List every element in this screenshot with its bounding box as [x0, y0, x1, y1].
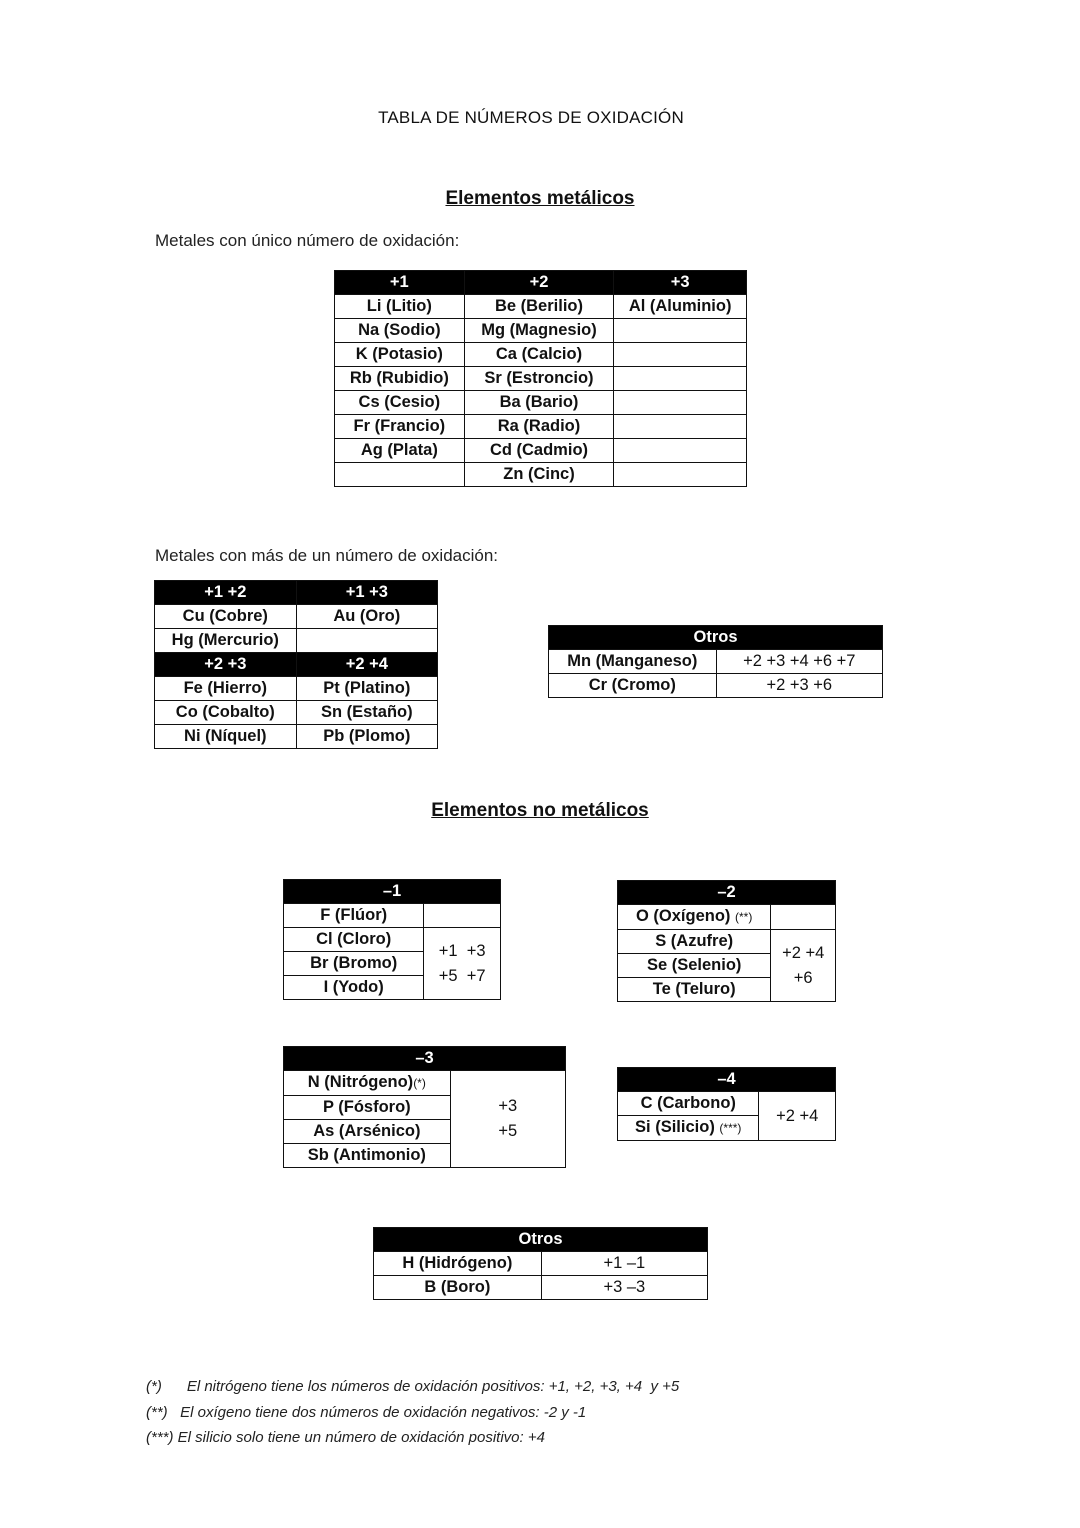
- table-cell: S (Azufre): [618, 930, 771, 954]
- table-cell: Pt (Platino): [296, 677, 437, 701]
- table-cell: Li (Litio): [335, 295, 465, 319]
- table-cell: Ba (Bario): [464, 391, 614, 415]
- table-cell: [618, 905, 771, 930]
- footnote-2: (**) El oxígeno tiene dos números de oxidación negativos: -2 y -1: [146, 1404, 587, 1421]
- empty-cell: [771, 905, 836, 930]
- table-cell: I (Yodo): [284, 976, 424, 1000]
- element-name: O (Oxígeno): [636, 907, 731, 925]
- table-cell: Sr (Estroncio): [464, 367, 614, 391]
- table-cell: Zn (Cinc): [464, 463, 614, 487]
- footnote-marker: (*): [413, 1076, 426, 1090]
- values-line: +6: [793, 968, 813, 987]
- table-cell: Au (Oro): [296, 605, 437, 629]
- group-minus2-table: [617, 880, 836, 1002]
- footnote-marker: (***): [719, 1121, 742, 1135]
- table-row: [618, 930, 836, 954]
- metals-heading: Elementos metálicos: [445, 188, 635, 209]
- table-cell: Br (Bromo): [284, 952, 424, 976]
- table-cell: Pb (Plomo): [296, 725, 437, 749]
- header-plus1-plus2: +1 +2: [155, 581, 297, 605]
- table-row: [335, 367, 747, 391]
- table-cell: Te (Teluro): [618, 978, 771, 1002]
- table-cell: [614, 415, 747, 439]
- table-row: [335, 463, 747, 487]
- header-plus1: +1: [335, 271, 465, 295]
- element-name: Si (Silicio): [635, 1118, 715, 1136]
- table-row: [335, 391, 747, 415]
- table-row: [155, 677, 438, 701]
- table-row: [335, 295, 747, 319]
- table-row: [335, 415, 747, 439]
- table-cell: Fe (Hierro): [155, 677, 297, 701]
- table-cell: Cr (Cromo): [549, 674, 717, 698]
- table-cell: Rb (Rubidio): [335, 367, 465, 391]
- table-cell: Mg (Magnesio): [464, 319, 614, 343]
- table-cell: H (Hidrógeno): [374, 1252, 542, 1276]
- table-row: [335, 439, 747, 463]
- group-minus1-table: [283, 879, 501, 1000]
- table-cell: [618, 1116, 759, 1141]
- table-cell: Be (Berilio): [464, 295, 614, 319]
- element-name: N (Nitrógeno): [307, 1073, 414, 1091]
- table-cell: [614, 343, 747, 367]
- table-cell: [296, 629, 437, 653]
- table-cell: +2 +3 +6: [716, 674, 882, 698]
- footnote-marker: (**): [735, 910, 753, 924]
- table-cell: B (Boro): [374, 1276, 542, 1300]
- table-cell: Ag (Plata): [335, 439, 465, 463]
- nonmetals-heading: Elementos no metálicos: [431, 800, 649, 821]
- group-header: –4: [618, 1068, 836, 1092]
- header-plus2-plus4: +2 +4: [296, 653, 437, 677]
- group-header: –3: [284, 1047, 566, 1071]
- values-line: +5: [498, 1122, 518, 1140]
- oxidation-values: [771, 930, 836, 1002]
- table-cell: [335, 463, 465, 487]
- table-row: [284, 904, 501, 928]
- table-cell: Fr (Francio): [335, 415, 465, 439]
- table-cell: Mn (Manganeso): [549, 650, 717, 674]
- table-cell: Ni (Níquel): [155, 725, 297, 749]
- table-cell: [614, 463, 747, 487]
- table-cell: As (Arsénico): [284, 1120, 451, 1144]
- table-cell: [614, 439, 747, 463]
- otros-header: Otros: [374, 1228, 708, 1252]
- table-row: [549, 650, 883, 674]
- metals-otros-table: [548, 625, 883, 698]
- table-cell: +1 –1: [541, 1252, 707, 1276]
- table-cell: [614, 367, 747, 391]
- table-cell: Na (Sodio): [335, 319, 465, 343]
- header-plus2: +2: [464, 271, 614, 295]
- table-cell: Al (Aluminio): [614, 295, 747, 319]
- table-cell: Se (Selenio): [618, 954, 771, 978]
- table-cell: K (Potasio): [335, 343, 465, 367]
- values-line: +5 +7: [438, 966, 486, 985]
- footnote-1: (*) El nitrógeno tiene los números de oxidación positivos: +1, +2, +3, +4 y +5: [146, 1378, 680, 1395]
- footnote-3: (***) El silicio solo tiene un número de oxidación positivo: +4: [146, 1429, 545, 1446]
- oxidation-values: [424, 928, 501, 1000]
- table-row: [549, 674, 883, 698]
- table-cell: C (Carbono): [618, 1092, 759, 1116]
- otros-header: Otros: [549, 626, 883, 650]
- table-cell: +3 –3: [541, 1276, 707, 1300]
- table-row: [618, 1092, 836, 1116]
- table-row: [155, 605, 438, 629]
- table-cell: [284, 1071, 451, 1096]
- table-cell: Ra (Radio): [464, 415, 614, 439]
- table-row: [284, 928, 501, 952]
- table-cell: F (Flúor): [284, 904, 424, 928]
- header-plus3: +3: [614, 271, 747, 295]
- group-header: –1: [284, 880, 501, 904]
- nonmetals-otros-table: [373, 1227, 708, 1300]
- empty-cell: [424, 904, 501, 928]
- page-title: TABLA DE NÚMEROS DE OXIDACIÓN: [378, 108, 684, 127]
- group-minus3-table: [283, 1046, 566, 1168]
- table-cell: Cl (Cloro): [284, 928, 424, 952]
- table-cell: Ca (Calcio): [464, 343, 614, 367]
- table-cell: [614, 319, 747, 343]
- table-cell: Sn (Estaño): [296, 701, 437, 725]
- table-row: [374, 1276, 708, 1300]
- table-cell: P (Fósforo): [284, 1096, 451, 1120]
- group-header: –2: [618, 881, 836, 905]
- table-cell: Cs (Cesio): [335, 391, 465, 415]
- values-line: +3: [498, 1097, 518, 1115]
- oxidation-values: [450, 1071, 565, 1168]
- single-oxidation-table: [334, 270, 747, 487]
- table-row: [284, 1071, 566, 1096]
- values-line: +2 +4: [782, 943, 825, 962]
- table-row: [374, 1252, 708, 1276]
- table-row: [618, 905, 836, 930]
- table-row: [155, 701, 438, 725]
- table-cell: Cd (Cadmio): [464, 439, 614, 463]
- group-minus4-table: [617, 1067, 836, 1141]
- table-cell: Co (Cobalto): [155, 701, 297, 725]
- table-row: [335, 319, 747, 343]
- table-cell: Hg (Mercurio): [155, 629, 297, 653]
- header-plus2-plus3: +2 +3: [155, 653, 297, 677]
- table-row: [155, 725, 438, 749]
- table-row: [335, 343, 747, 367]
- table-cell: Sb (Antimonio): [284, 1144, 451, 1168]
- table-cell: +2 +3 +4 +6 +7: [716, 650, 882, 674]
- table-cell: [614, 391, 747, 415]
- single-oxidation-label: Metales con único número de oxidación:: [155, 231, 460, 250]
- values-line: +1 +3: [438, 941, 486, 960]
- oxidation-values: +2 +4: [759, 1092, 836, 1141]
- header-plus1-plus3: +1 +3: [296, 581, 437, 605]
- table-cell: Cu (Cobre): [155, 605, 297, 629]
- table-row: [155, 629, 438, 653]
- multi-oxidation-label: Metales con más de un número de oxidación:: [155, 546, 499, 565]
- multi-oxidation-table: [154, 580, 438, 749]
